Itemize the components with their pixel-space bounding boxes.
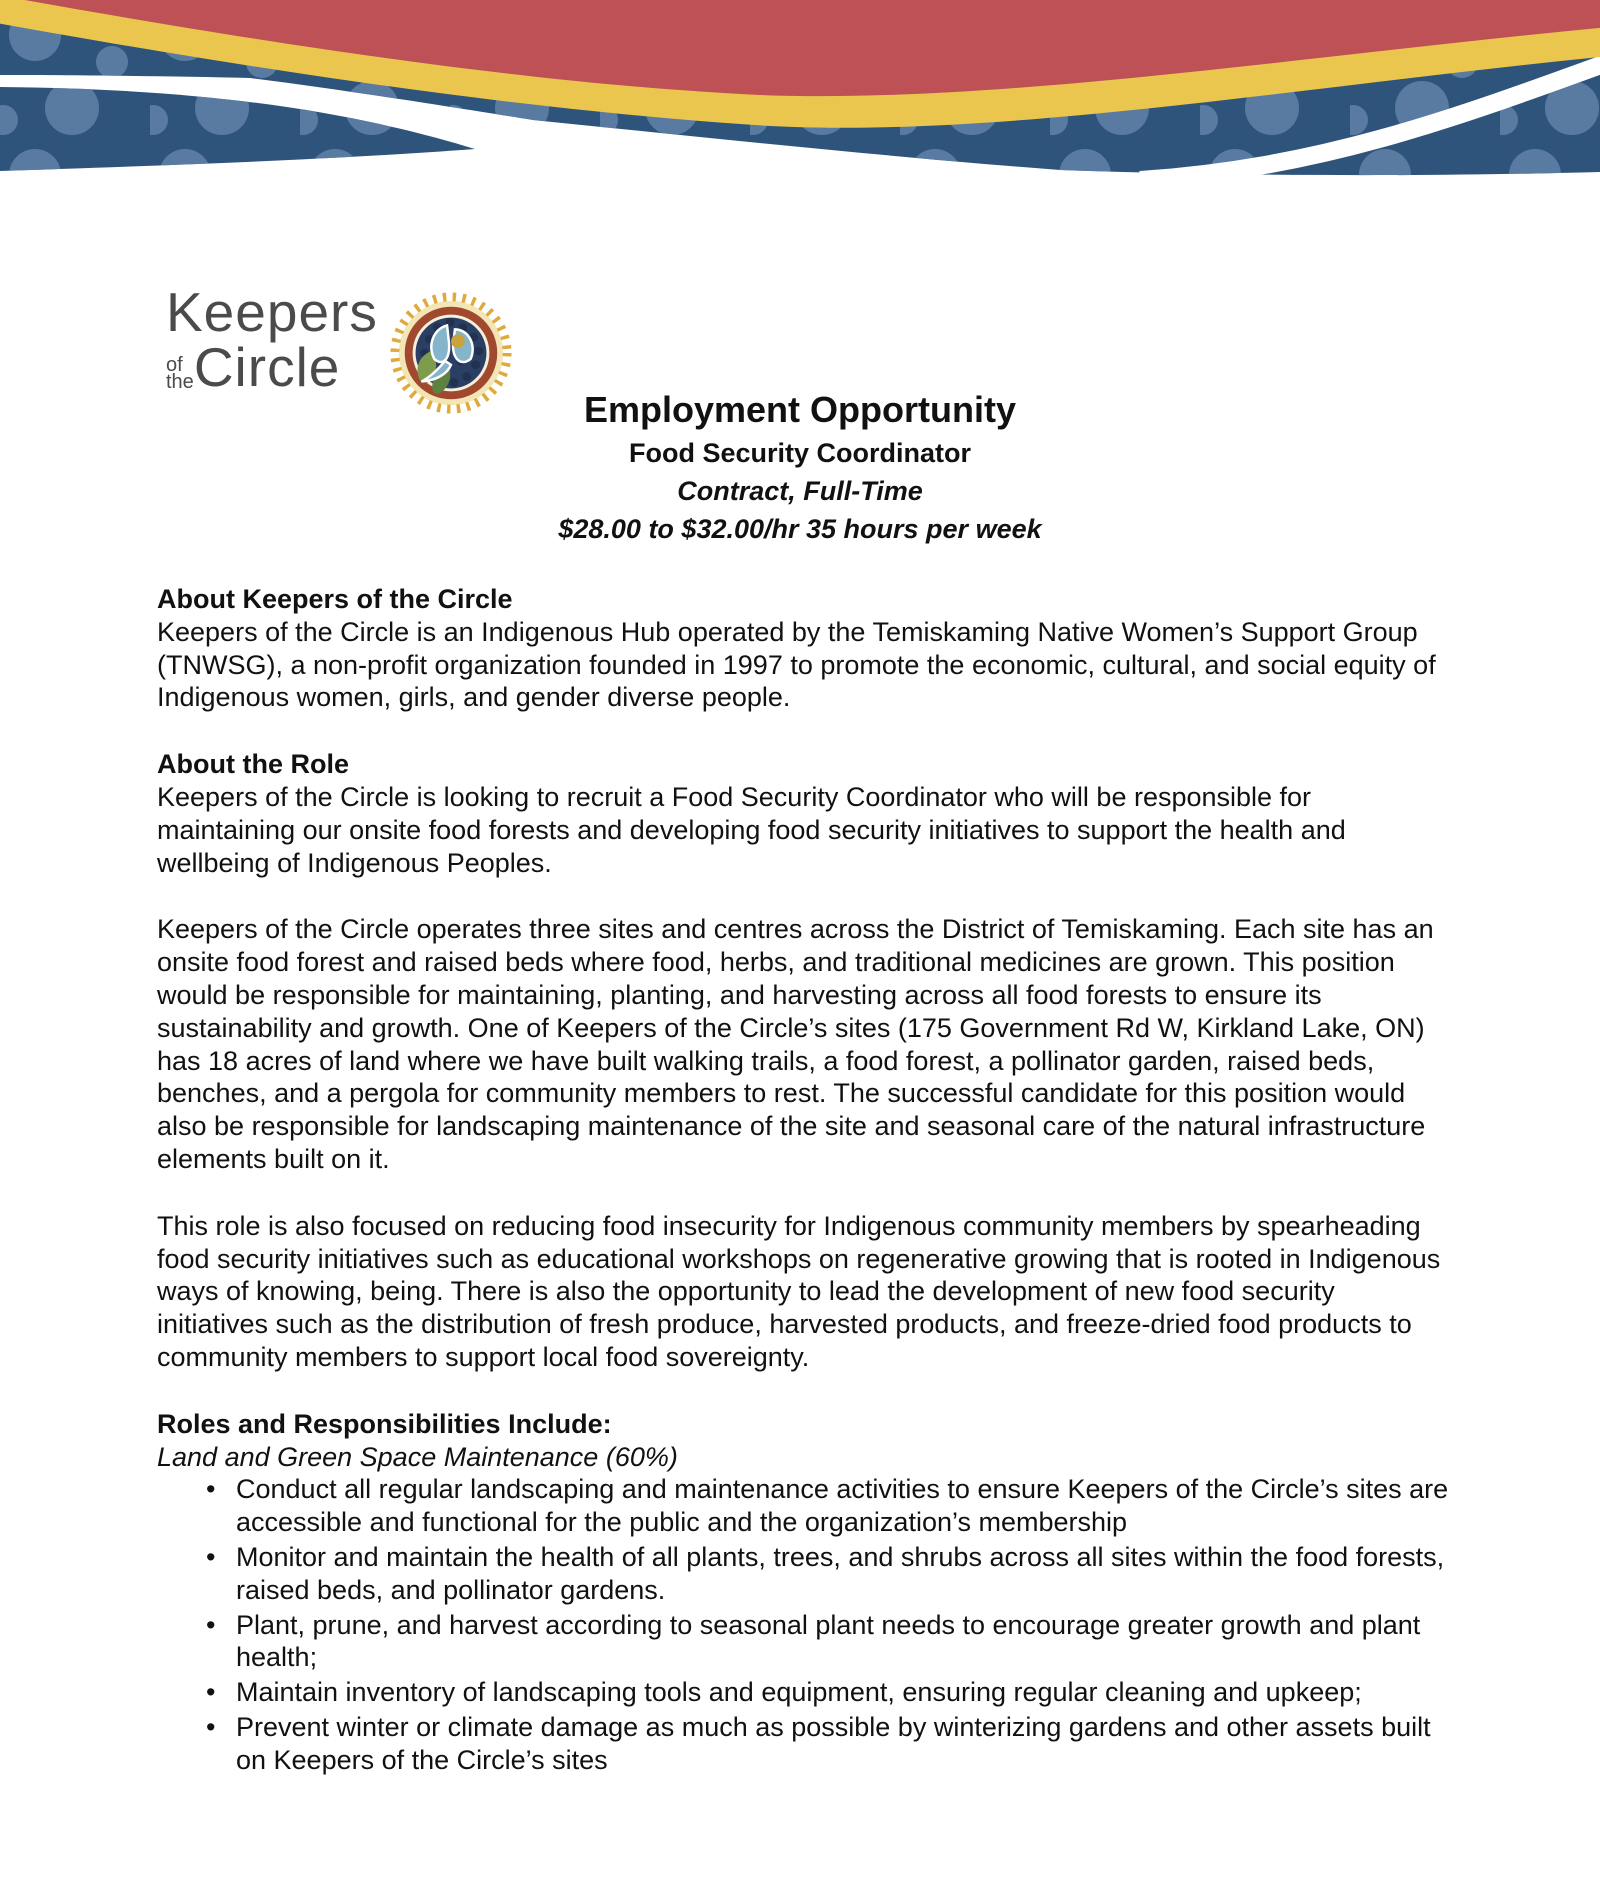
title-block xyxy=(0,386,1600,548)
contract-type: Contract, Full-Time xyxy=(677,476,923,506)
paragraph: This role is also focused on reducing food insecurity for Indigenous community members by spearheading food security initiatives such as educational workshops on regenerative growing that is rooted in Indigenous ways of knowing, being. There is also the opportunity to lead the development of new food security initiatives such as the distribution of fresh produce, harvested products, and freeze-dried food products to community members to support local food sovereignty. xyxy=(157,1210,1441,1372)
pay-rate: $28.00 to $32.00/hr 35 hours per week xyxy=(558,514,1042,544)
logo-word-the: the xyxy=(166,371,194,393)
section-heading-about-keepers: About Keepers of the Circle xyxy=(157,584,513,614)
emblem-center-dot xyxy=(451,334,465,348)
document-body xyxy=(157,583,1449,1779)
paragraph: Keepers of the Circle is an Indigenous Hub operated by the Temiskaming Native Women’s Support Group (TNWSG), a non-profit organization founded in 1997 to promote the economic, cultural, and social equity of Indigenous women, girls, and gender diverse people. xyxy=(157,616,1436,713)
logo-word-keepers: Keepers xyxy=(166,281,378,343)
list-item: • Conduct all regular landscaping and maintenance activities to ensure Keepers of the Circle’s sites are accessible and functional for the public and the organization’s membership xyxy=(157,1473,1449,1539)
paragraph: Keepers of the Circle is looking to recruit a Food Security Coordinator who will be responsible for maintaining our onsite food forests and developing food security initiatives to support the health and wellbeing of Indigenous Peoples. xyxy=(157,781,1346,878)
header-wave-graphic xyxy=(0,0,1600,200)
bullet-list xyxy=(157,1473,1449,1776)
list-item: • Prevent winter or climate damage as much as possible by winterizing gardens and other assets built on Keepers of the Circle’s sites xyxy=(157,1711,1449,1777)
job-title: Food Security Coordinator xyxy=(628,438,971,468)
page-title: Employment Opportunity xyxy=(584,389,1016,430)
list-item: • Monitor and maintain the health of all plants, trees, and shrubs across all sites within the food forests, raised beds, and pollinator gardens. xyxy=(157,1541,1449,1607)
list-item: • Maintain inventory of landscaping tools and equipment, ensuring regular cleaning and upkeep; xyxy=(157,1676,1449,1709)
section-heading-roles-responsibilities: Roles and Responsibilities Include: xyxy=(157,1408,612,1439)
subheading-land-green-space: Land and Green Space Maintenance (60%) xyxy=(157,1441,678,1472)
logo-text xyxy=(166,281,378,398)
logo-word-circle: Circle xyxy=(193,336,341,398)
section-heading-about-role: About the Role xyxy=(157,749,349,780)
paragraph: Keepers of the Circle operates three sites and centres across the District of Temiskaming. Each site has an onsite food forest and raised beds where food, herbs, and traditional medicines are grown. This position would be responsible for maintaining, planting, and harvesting across all food forests to ensure its sustainability and growth. One of Keepers of the Circle’s sites (175 Government Rd W, Kirkland Lake, ON) has 18 acres of land where we have built walking trails, a food forest, a pollinator garden, raised beds, benches, and a pergola for community members to rest. The successful candidate for this position would also be responsible for landscaping maintenance of the site and seasonal care of the natural infrastructure elements built on it. xyxy=(157,914,1434,1174)
logo-word-of: of xyxy=(166,354,183,376)
list-item: • Plant, prune, and harvest according to seasonal plant needs to encourage greater growth and plant health; xyxy=(157,1609,1449,1675)
